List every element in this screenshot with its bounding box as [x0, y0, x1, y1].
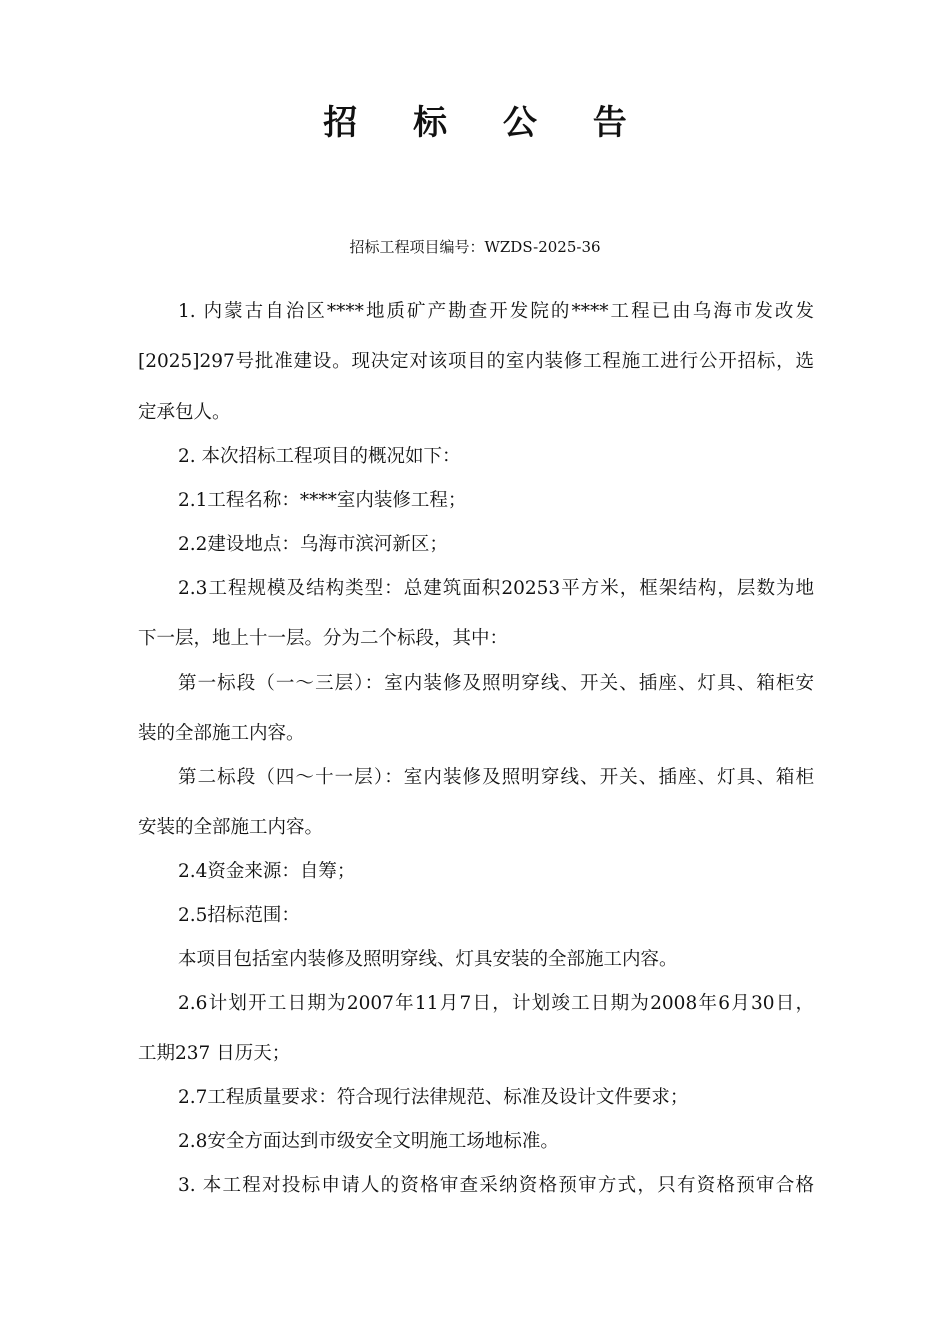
paragraph-line: 定承包人。	[138, 402, 231, 423]
paragraph-line: 安装的全部施工内容。	[138, 817, 324, 838]
paragraph-line: 2.3工程规模及结构类型：总建筑面积20253平方米，框架结构，层数为地	[178, 578, 814, 599]
paragraph-line: 本项目包括室内装修及照明穿线、灯具安装的全部施工内容。	[178, 949, 678, 970]
paragraph-line: 1. 内蒙古自治区****地质矿产勘查开发院的****工程已由乌海市发改发	[178, 301, 814, 322]
paragraph-line: 2.6计划开工日期为2007年11月7日，计划竣工日期为2008年6月30日，	[178, 993, 814, 1014]
paragraph-line: 装的全部施工内容。	[138, 723, 305, 744]
paragraph-line: 工期237 日历天；	[138, 1043, 291, 1064]
document-title: 招 标 公 告	[323, 103, 649, 143]
paragraph-line: 2.2建设地点：乌海市滨河新区；	[178, 534, 448, 555]
paragraph-line: 下一层，地上十一层。分为二个标段，其中：	[138, 628, 509, 649]
paragraph-line: 3. 本工程对投标申请人的资格审查采纳资格预审方式，只有资格预审合格	[178, 1175, 814, 1196]
paragraph-line: 2.7工程质量要求：符合现行法律规范、标准及设计文件要求；	[178, 1087, 689, 1108]
paragraph-line: [2025]297号批准建设。现决定对该项目的室内装修工程施工进行公开招标，选	[138, 351, 814, 372]
paragraph-line: 第一标段（一～三层）：室内装修及照明穿线、开关、插座、灯具、箱柜安	[178, 673, 814, 694]
paragraph-line: 2. 本次招标工程项目的概况如下：	[178, 446, 461, 467]
paragraph-line: 2.4资金来源：自筹；	[178, 861, 356, 882]
paragraph-line: 第二标段（四～十一层）：室内装修及照明穿线、开关、插座、灯具、箱柜	[178, 767, 814, 788]
paragraph-line: 2.1工程名称：****室内装修工程；	[178, 490, 467, 511]
project-number: 招标工程项目编号：WZDS-2025-36	[349, 238, 601, 256]
paragraph-line: 2.8安全方面达到市级安全文明施工场地标准。	[178, 1131, 559, 1152]
paragraph-line: 2.5招标范围：	[178, 905, 300, 926]
